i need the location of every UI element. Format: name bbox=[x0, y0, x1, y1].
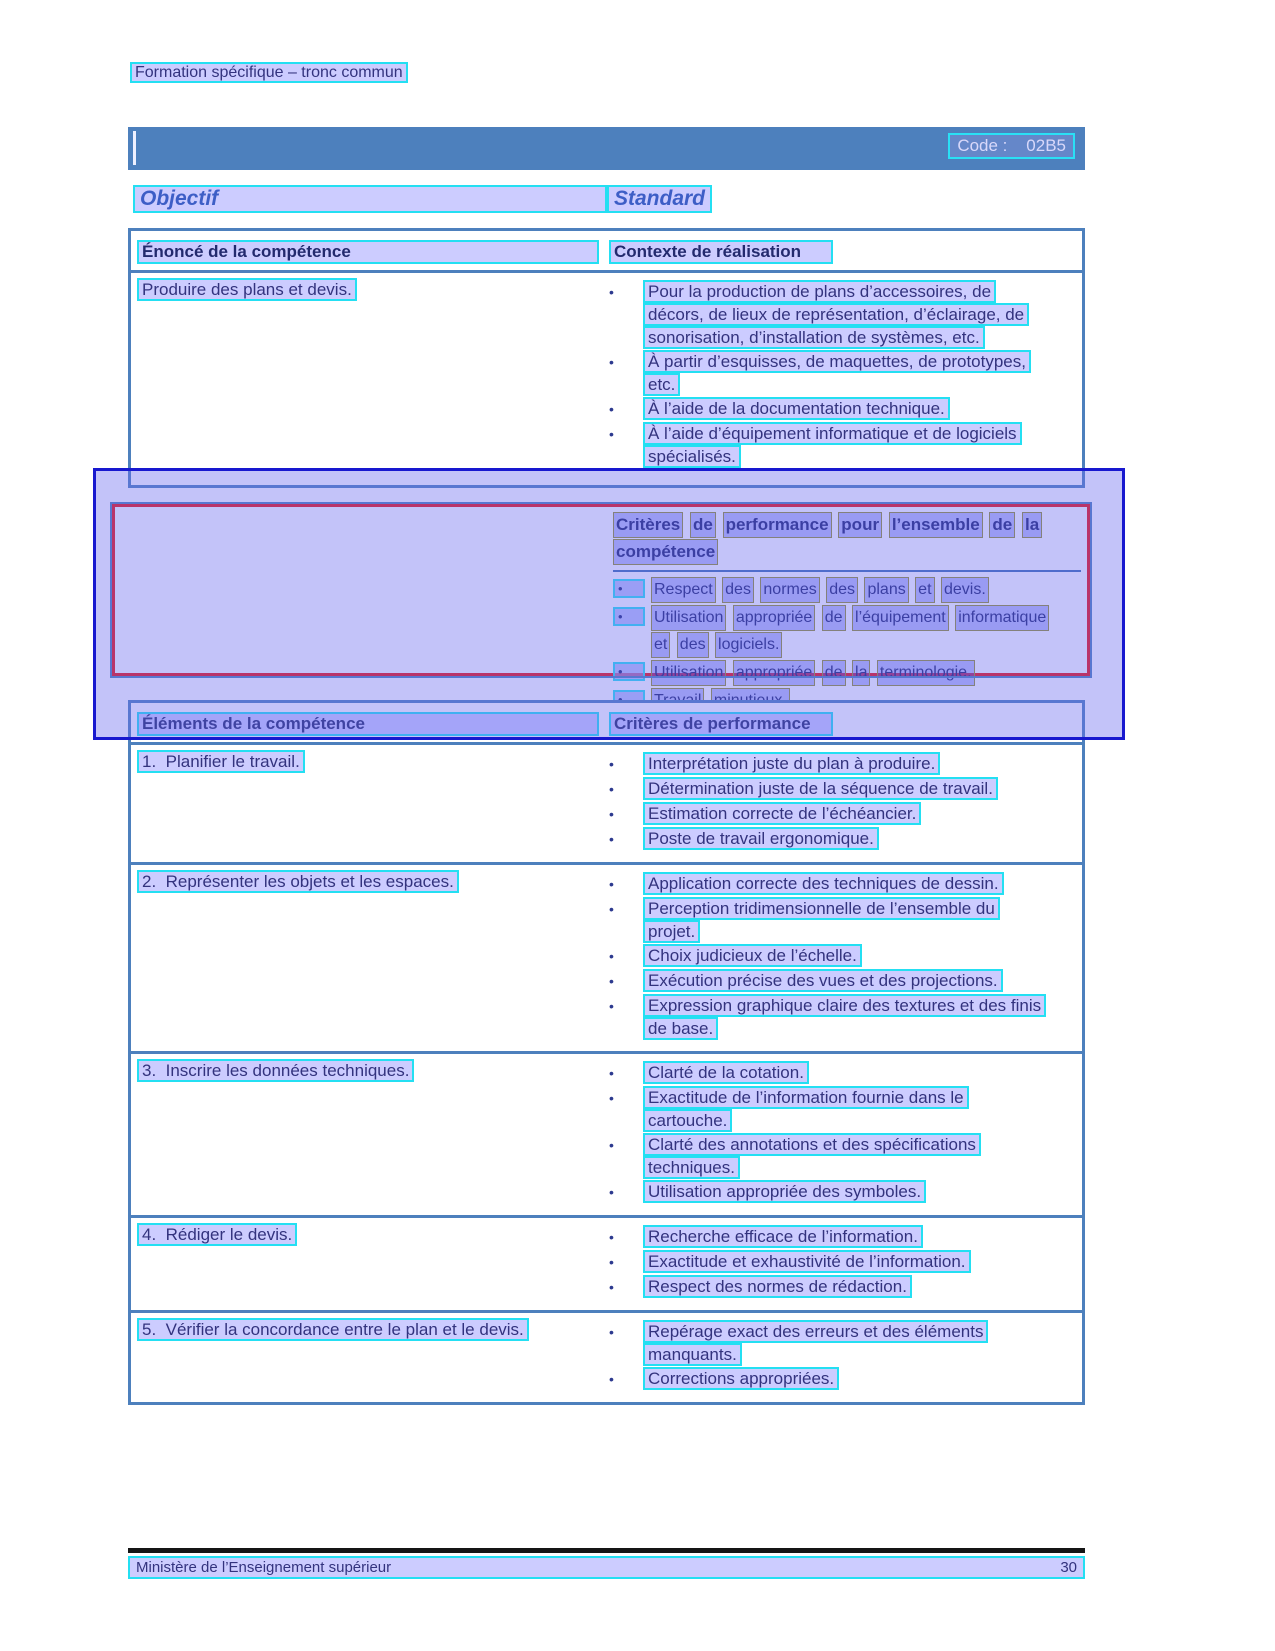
word-box: Utilisation bbox=[651, 660, 726, 686]
word-box: de bbox=[822, 660, 846, 686]
word-box: plans bbox=[864, 577, 908, 603]
elements-table bbox=[128, 700, 1085, 1405]
element-row bbox=[131, 1313, 1082, 1402]
objectif-standard-row bbox=[133, 185, 712, 213]
bullet-icon: • bbox=[609, 901, 614, 917]
bullet-icon: • bbox=[609, 876, 614, 892]
bullet-icon: • bbox=[609, 426, 614, 442]
list-item: • Poste de travail ergonomique. bbox=[609, 827, 1076, 851]
list-item: • Exécution précise des vues et des projections. bbox=[609, 969, 1076, 993]
word-box: des bbox=[722, 577, 754, 603]
bullet-icon: • bbox=[609, 948, 614, 964]
bullet-icon: • bbox=[609, 1229, 614, 1245]
bullet-icon: • bbox=[609, 1065, 614, 1081]
bullet-icon: • bbox=[609, 973, 614, 989]
criteria-list bbox=[609, 1061, 1076, 1204]
objectif-label: Objectif bbox=[133, 185, 607, 213]
list-item: • Utilisation appropriée des symboles. bbox=[609, 1180, 1076, 1204]
bullet-icon: • bbox=[609, 831, 614, 847]
word-box: la bbox=[852, 660, 870, 686]
element-label: 4. Rédiger le devis. bbox=[137, 1225, 609, 1300]
list-item: • Respect des normes de rédaction. bbox=[609, 1275, 1076, 1299]
bullet-icon: • bbox=[609, 806, 614, 822]
running-header bbox=[130, 64, 408, 82]
word-box: Utilisation bbox=[651, 605, 726, 631]
list-item-text bbox=[651, 577, 991, 604]
criteria-list bbox=[609, 1225, 1076, 1299]
element-label: 2. Représenter les objets et les espaces. bbox=[137, 872, 609, 1041]
list-item bbox=[609, 280, 1076, 349]
word-box: compétence bbox=[613, 539, 718, 565]
element-label: 5. Vérifier la concordance entre le plan et le devis. bbox=[137, 1320, 609, 1392]
list-item: • Expression graphique claire des textures et des finis de base. bbox=[609, 994, 1076, 1040]
list-item-text: À partir d’esquisses, de maquettes, de prototypes, etc. bbox=[643, 350, 1045, 396]
bullet-icon: • bbox=[609, 1371, 614, 1387]
bullet-icon: • bbox=[613, 579, 645, 598]
word-box: Respect bbox=[651, 577, 716, 603]
list-item: • Détermination juste de la séquence de travail. bbox=[609, 777, 1076, 801]
competence-statement-cell bbox=[137, 280, 609, 469]
word-box: de bbox=[989, 512, 1015, 538]
competence-table-header bbox=[131, 231, 1082, 273]
word-box: devis. bbox=[941, 577, 989, 603]
list-item bbox=[609, 422, 1076, 468]
bullet-icon: • bbox=[609, 1324, 614, 1340]
word-box: appropriée bbox=[733, 605, 816, 631]
word-box: et bbox=[651, 632, 670, 658]
list-item: • Perception tridimensionnelle de l’ensemble du projet. bbox=[609, 897, 1076, 943]
cursor-tick bbox=[133, 131, 136, 165]
word-box: de bbox=[690, 512, 716, 538]
element-row bbox=[131, 1054, 1082, 1218]
element-row bbox=[131, 1218, 1082, 1313]
word-box: l’équipement bbox=[852, 605, 949, 631]
word-box: normes bbox=[760, 577, 819, 603]
word-box: des bbox=[826, 577, 858, 603]
word-box: l’ensemble bbox=[889, 512, 983, 538]
title-bar bbox=[128, 127, 1085, 170]
list-item-text bbox=[651, 605, 1071, 659]
list-item: • Repérage exact des erreurs et des éléments manquants. bbox=[609, 1320, 1076, 1366]
element-label: 1. Planifier le travail. bbox=[137, 752, 609, 852]
word-box: de bbox=[822, 605, 846, 631]
performance-overall-list bbox=[613, 572, 1081, 715]
standard-label: Standard bbox=[607, 185, 712, 213]
context-cell bbox=[609, 280, 1076, 469]
bullet-icon: • bbox=[609, 1254, 614, 1270]
bullet-icon: • bbox=[609, 354, 614, 370]
list-item bbox=[609, 350, 1076, 396]
word-box: informatique bbox=[955, 605, 1049, 631]
list-item: • Exactitude et exhaustivité de l’information. bbox=[609, 1250, 1076, 1274]
element-row bbox=[131, 865, 1082, 1054]
bullet-icon: • bbox=[609, 756, 614, 772]
list-item bbox=[613, 605, 1081, 659]
list-item: • Estimation correcte de l’échéancier. bbox=[609, 802, 1076, 826]
list-item bbox=[613, 660, 1081, 687]
list-item-text: À l’aide de la documentation technique. bbox=[643, 397, 950, 420]
bullet-icon: • bbox=[609, 1279, 614, 1295]
competence-table bbox=[128, 228, 1085, 488]
elements-table-header bbox=[131, 703, 1082, 745]
bullet-icon: • bbox=[609, 998, 614, 1014]
header-contexte: Contexte de réalisation bbox=[609, 240, 833, 264]
bullet-icon: • bbox=[613, 607, 645, 626]
bullet-icon: • bbox=[609, 1090, 614, 1106]
footer-rule bbox=[128, 1548, 1085, 1553]
bullet-icon: • bbox=[609, 1137, 614, 1153]
competence-statement: Produire des plans et devis. bbox=[137, 278, 357, 301]
header-enonce: Énoncé de la compétence bbox=[137, 240, 609, 264]
list-item-text: À l’aide d’équipement informatique et de logiciels spécialisés. bbox=[643, 422, 1045, 468]
bullet-icon: • bbox=[609, 284, 614, 300]
list-item: • Exactitude de l’information fournie dans le cartouche. bbox=[609, 1086, 1076, 1132]
competence-table-body bbox=[131, 273, 1082, 485]
word-box: Critères bbox=[613, 512, 683, 538]
running-header-text: Formation spécifique – tronc commun bbox=[130, 62, 408, 83]
bullet-icon: • bbox=[609, 401, 614, 417]
list-item: • Clarté de la cotation. bbox=[609, 1061, 1076, 1085]
bullet-icon: • bbox=[609, 1184, 614, 1200]
word-box: terminologie. bbox=[877, 660, 975, 686]
ministry-label: Ministère de l’Enseignement supérieur bbox=[136, 1559, 392, 1576]
list-item bbox=[609, 397, 1076, 421]
word-box: la bbox=[1022, 512, 1042, 538]
code-badge: Code : 02B5 bbox=[948, 133, 1075, 159]
header-criteres: Critères de performance bbox=[609, 712, 833, 736]
criteria-list bbox=[609, 872, 1076, 1040]
word-box: logiciels. bbox=[715, 632, 782, 658]
bullet-icon: • bbox=[609, 781, 614, 797]
list-item: • Recherche efficace de l’information. bbox=[609, 1225, 1076, 1249]
bullet-icon: • bbox=[613, 662, 645, 681]
list-item bbox=[613, 577, 1081, 604]
criteria-list bbox=[609, 752, 1076, 851]
list-item: • Interprétation juste du plan à produire. bbox=[609, 752, 1076, 776]
performance-overall-box bbox=[112, 504, 1090, 681]
list-item: • Choix judicieux de l’échelle. bbox=[609, 944, 1076, 968]
criteria-list bbox=[609, 1320, 1076, 1391]
context-list bbox=[609, 280, 1076, 468]
element-label: 3. Inscrire les données techniques. bbox=[137, 1061, 609, 1205]
word-box: pour bbox=[838, 512, 882, 538]
element-row bbox=[131, 745, 1082, 865]
list-item: • Application correcte des techniques de dessin. bbox=[609, 872, 1076, 896]
list-item-text: Pour la production de plans d’accessoires, de décors, de lieux de représentation, d’éclairage, de sonorisation, d’installation de systèmes, etc. bbox=[643, 280, 1045, 349]
list-item: • Clarté des annotations et des spécifications techniques. bbox=[609, 1133, 1076, 1179]
word-box: et bbox=[915, 577, 934, 603]
footer bbox=[128, 1556, 1085, 1579]
page-number: 30 bbox=[1060, 1559, 1077, 1576]
word-box: appropriée bbox=[733, 660, 816, 686]
list-item-text bbox=[651, 660, 977, 687]
performance-overall-title bbox=[613, 507, 1081, 572]
word-box: performance bbox=[723, 512, 832, 538]
word-box: des bbox=[677, 632, 709, 658]
header-elements: Éléments de la compétence bbox=[137, 712, 609, 736]
list-item: • Corrections appropriées. bbox=[609, 1367, 1076, 1391]
